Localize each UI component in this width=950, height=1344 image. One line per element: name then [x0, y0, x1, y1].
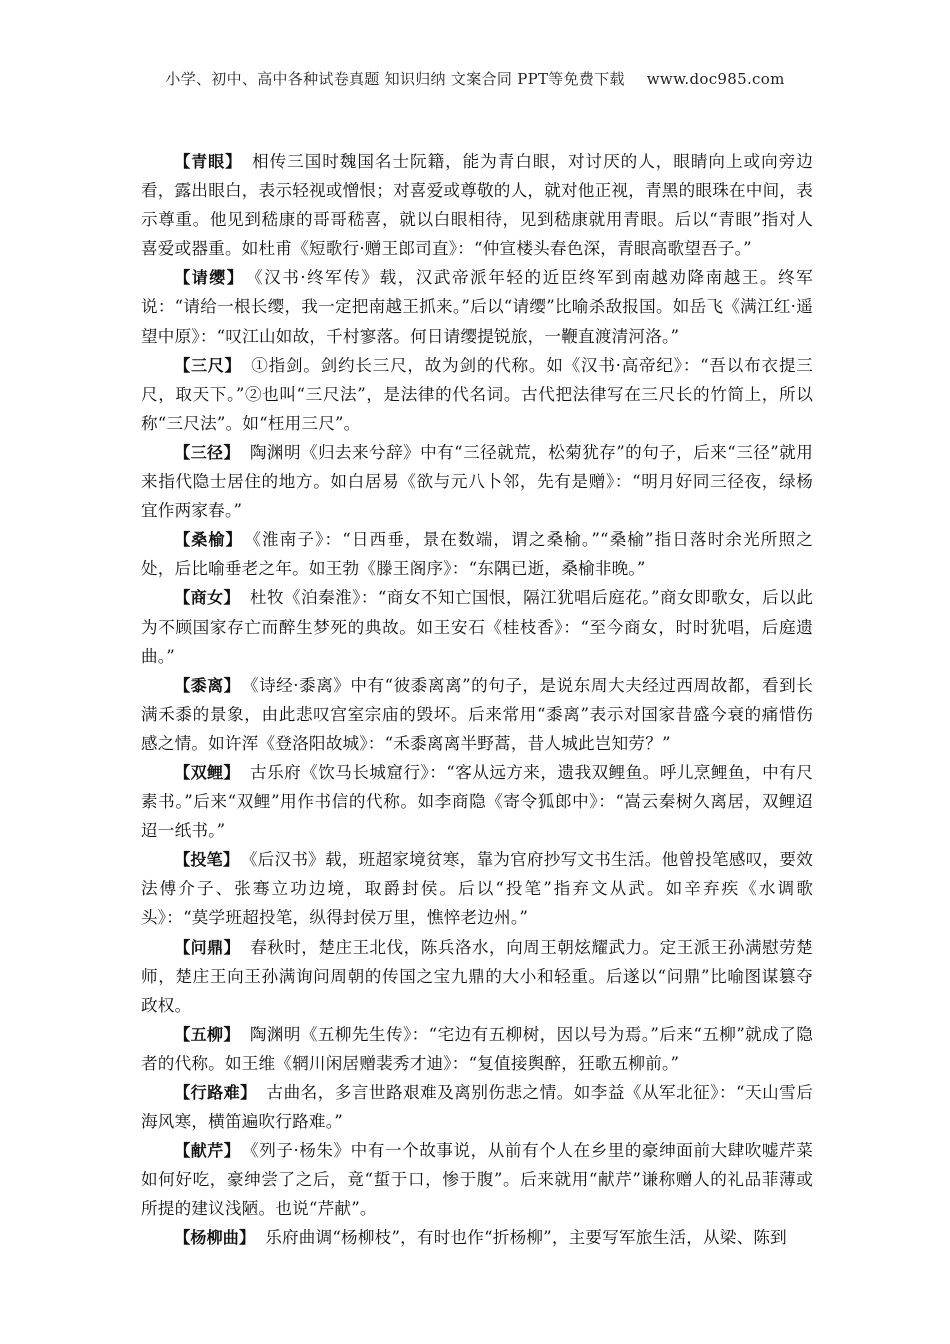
entry-text: 《后汉书》载，班超家境贫寒，靠为官府抄写文书生活。他曾投笔感叹，要效法傅介子、张骞立功边境，取爵封侯。后以“投笔”指弃文从武。如辛弃疾《水调歌头》：“莫学班超投笔，纵得封侯万里，憔悴老边州。” — [141, 850, 813, 928]
entry-term: 【行路难】 — [174, 1083, 257, 1102]
entry-term: 【问鼎】 — [174, 937, 241, 957]
entry-shangnv — [141, 583, 813, 670]
entry-xianqin — [141, 1136, 813, 1223]
header-site-url[interactable]: www.doc985.com — [646, 70, 785, 88]
entry-text: 《诗经·黍离》中有“彼黍离离”的句子，是说东周大夫经过西周故都，看到长满禾黍的景象，由此悲叹宫室宗庙的毁坏。后来常用“黍离”表示对国家昔盛今衰的痛惜伤感之情。如许浑《登洛阳故城》：“禾黍离离半野蒿，昔人城此岂知劳？” — [141, 675, 813, 753]
entry-text: 陶渊明《归去来兮辞》中有“三径就荒，松菊犹存”的句子，后来“三径”就用来指代隐士居住的地方。如白居易《欲与元八卜邻，先有是赠》：“明月好同三径夜，绿杨宜作两家春。” — [141, 442, 813, 521]
entry-sanjing — [141, 438, 813, 525]
page-header — [0, 68, 950, 89]
entry-wuliu — [141, 1020, 813, 1078]
entry-shuli — [141, 671, 813, 758]
entry-text: 春秋时，楚庄王北伐，陈兵洛水，向周王朝炫耀武力。定王派王孙满慰劳楚师，楚庄王向王孙满询问周朝的传国之宝九鼎的大小和轻重。后遂以“问鼎”比喻图谋篡夺政权。 — [141, 937, 813, 1015]
entry-text: 相传三国时魏国名士阮籍，能为青白眼，对讨厌的人，眼睛向上或向旁边看，露出眼白，表示轻视或憎恨；对喜爱或尊敬的人，就对他正视，青黑的眼珠在中间，表示尊重。他见到嵇康的哥哥嵇喜，就以白眼相待，见到嵇康就用青眼。后以“青眼”指对人喜爱或器重。如杜甫《短歌行·赠王郎司直》：“仲宣楼头春色深，青眼高歌望吾子。” — [141, 152, 813, 259]
entry-shuangli — [141, 758, 813, 845]
entry-xinglunan — [141, 1078, 813, 1136]
entry-text: ①指剑。剑约长三尺，故为剑的代称。如《汉书·高帝纪》：“吾以布衣提三尺，取天下。”②也叫“三尺法”，是法律的代名词。古代把法律写在三尺长的竹简上，所以称“三尺法”。如“枉用三尺”。 — [141, 355, 813, 433]
entry-term: 【献芹】 — [174, 1141, 241, 1161]
entry-text: 杜牧《泊秦淮》：“商女不知亡国恨，隔江犹唱后庭花。”商女即歌女，后以此为不顾国家存亡而醉生梦死的典故。如王安石《桂枝香》：“至今商女，时时犹唱，后庭遗曲。” — [141, 588, 813, 666]
entry-term: 【黍离】 — [174, 675, 241, 695]
entry-text: 陶渊明《五柳先生传》：“宅边有五柳树，因以号为焉。”后来“五柳”就成了隐者的代称。如王维《辋川闲居赠裴秀才迪》：“复值接舆醉，狂歌五柳前。” — [141, 1024, 813, 1073]
entry-text: 古曲名，多言世路艰难及离别伤悲之情。如李益《从军北征》：“天山雪后海风寒，横笛遍吹行路难。” — [141, 1083, 813, 1132]
entry-term: 【桑榆】 — [174, 530, 243, 550]
entry-text: 《列子·杨朱》中有一个故事说，从前有个人在乡里的豪绅面前大肆吹嘘芹菜如何好吃，豪绅尝了之后，竟“蜇于口，惨于腹”。后来就用“献芹”谦称赠人的礼品菲薄或所提的建议浅陋。也说“芹献”。 — [141, 1141, 813, 1219]
entry-text: 《淮南子》：“日西垂，景在数端，谓之桑榆。”“桑榆”指日落时余光所照之处，后比喻垂老之年。如王勃《滕王阁序》：“东隅已逝，桑榆非晚。” — [141, 530, 813, 579]
entry-term: 【三径】 — [174, 442, 240, 462]
entry-term: 【商女】 — [174, 588, 240, 608]
entry-text: 《汉书·终军传》载，汉武帝派年轻的近臣终军到南越劝降南越王。终军说：“请给一根长缨，我一定把南越王抓来。”后以“请缨”比喻杀敌报国。如岳飞《满江红·遥望中原》：“叹江山如故，千村寥落。何日请缨提锐旅，一鞭直渡清河洛。” — [141, 268, 813, 346]
entry-sanchi — [141, 351, 813, 438]
entry-text: 乐府曲调“杨柳枝”，有时也作“折杨柳”，主要写军旅生活，从梁、陈到 — [265, 1228, 787, 1248]
entry-term: 【五柳】 — [174, 1024, 240, 1044]
entry-list — [141, 147, 813, 1253]
entry-sangyu — [141, 525, 813, 583]
entry-term: 【杨柳曲】 — [174, 1228, 256, 1248]
entry-yangliuqu — [141, 1223, 813, 1252]
entry-term: 【双鲤】 — [174, 762, 241, 782]
entry-qingying — [141, 263, 813, 350]
entry-wending — [141, 933, 813, 1020]
entry-term: 【青眼】 — [174, 152, 243, 171]
entry-qingyan — [141, 147, 813, 263]
entry-toubi — [141, 845, 813, 932]
header-text: 小学、初中、高中各种试卷真题 知识归纳 文案合同 PPT等免费下载 — [165, 70, 625, 88]
entry-term: 【投笔】 — [174, 850, 240, 870]
entry-term: 【三尺】 — [174, 355, 242, 375]
entry-term: 【请缨】 — [174, 268, 245, 288]
entry-text: 古乐府《饮马长城窟行》：“客从远方来，遗我双鲤鱼。呼儿烹鲤鱼，中有尺素书。”后来“双鲤”用作书信的代称。如李商隐《寄令狐郎中》：“嵩云秦树久离居，双鲤迢迢一纸书。” — [141, 762, 813, 841]
